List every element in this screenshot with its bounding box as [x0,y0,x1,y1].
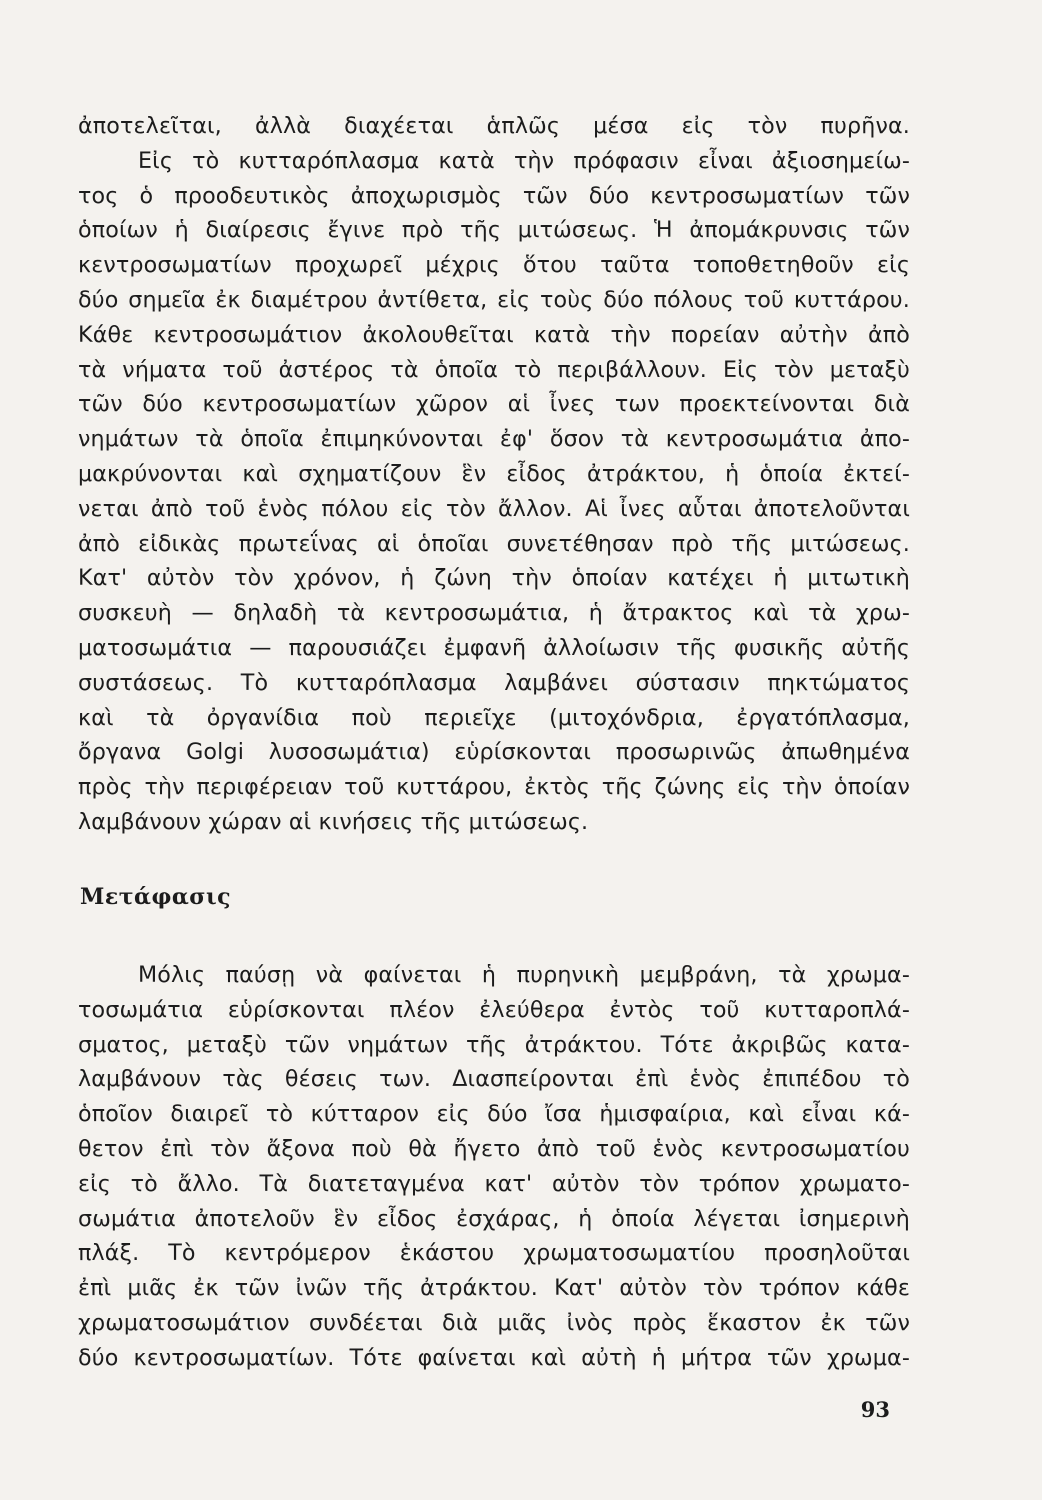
text-line: νημάτων τὰ ὁποῖα ἐπιμηκύνονται ἐφ' ὅσον τὰ κεντροσωμάτια ἀπο- [78,426,910,453]
text-line: ματοσωμάτια — παρουσιάζει ἐμφανῆ ἀλλοίωσιν τῆς φυσικῆς αὐτῆς [78,634,910,661]
text-line: ἐπὶ μιᾶς ἐκ τῶν ἰνῶν τῆς ἀτράκτου. Κατ' αὐτὸν τὸν τρόπον κάθε [78,1275,910,1302]
page-number: 93 [860,1397,890,1422]
text-line: Κατ' αὐτὸν τὸν χρόνον, ἡ ζώνη τὴν ὁποίαν κατέχει ἡ μιτωτικὴ [78,565,910,592]
text-line: χρωματοσωμάτιον συνδέεται διὰ μιᾶς ἰνὸς πρὸς ἕκαστον ἐκ τῶν [78,1309,910,1336]
text-line: ἀποτελεῖται, ἀλλὰ διαχέεται ἁπλῶς μέσα εἰς τὸν πυρῆνα. [78,113,910,139]
text-line: δύο κεντροσωματίων. Τότε φαίνεται καὶ αὐτὴ ἡ μήτρα τῶν χρωμα- [78,1344,910,1371]
text-line: σματος, μεταξὺ τῶν νημάτων τῆς ἀτράκτου. Τότε ἀκριβῶς κατα- [78,1031,910,1058]
text-line: ὄργανα Golgi λυσοσωμάτια) εὑρίσκονται προσωρινῶς ἀπωθημένα [78,739,910,766]
text-line: συστάσεως. Τὸ κυτταρόπλασμα λαμβάνει σύστασιν πηκτώματος [78,669,910,696]
text-line: μακρύνονται καὶ σχηματίζουν ἓν εἶδος ἀτράκτου, ἡ ὁποία ἐκτεί- [78,460,910,487]
text-line: καὶ τὰ ὀργανίδια ποὺ περιεῖχε (μιτοχόνδρια, ἐργατόπλασμα, [78,704,910,731]
text-line: δύο σημεῖα ἐκ διαμέτρου ἀντίθετα, εἰς τοὺς δύο πόλους τοῦ κυττάρου. [78,286,910,313]
text-line: τὰ νήματα τοῦ ἀστέρος τὰ ὁποῖα τὸ περιβάλλουν. Εἰς τὸν μεταξὺ [78,356,910,383]
text-line: νεται ἀπὸ τοῦ ἑνὸς πόλου εἰς τὸν ἄλλον. Αἱ ἶνες αὗται ἀποτελοῦνται [78,495,910,522]
text-line: θετον ἐπὶ τὸν ἄξονα ποὺ θὰ ἤγετο ἀπὸ τοῦ ἑνὸς κεντροσωματίου [78,1135,910,1162]
paragraph-metaphase [78,958,910,1376]
text-line: Μόλις παύσῃ νὰ φαίνεται ἡ πυρηνικὴ μεμβράνη, τὰ χρωμα- [138,962,910,988]
text-line: εἰς τὸ ἄλλο. Τὰ διατεταγμένα κατ' αὐτὸν τὸν τρόπον χρωματο- [78,1170,910,1197]
text-line: σωμάτια ἀποτελοῦν ἓν εἶδος ἐσχάρας, ἡ ὁποία λέγεται ἰσημερινὴ [78,1205,910,1232]
text-line: Εἰς τὸ κυτταρόπλασμα κατὰ τὴν πρόφασιν εἶναι ἀξιοσημείω- [138,147,910,174]
text-line: τος ὁ προοδευτικὸς ἀποχωρισμὸς τῶν δύο κεντροσωματίων τῶν [78,182,910,209]
text-line: τοσωμάτια εὑρίσκονται πλέον ἐλεύθερα ἐντὸς τοῦ κυτταροπλά- [78,996,910,1023]
text-line: πλάξ. Τὸ κεντρόμερον ἑκάστου χρωματοσωματίου προσηλοῦται [78,1240,910,1267]
text-line: πρὸς τὴν περιφέρειαν τοῦ κυττάρου, ἐκτὸς τῆς ζώνης εἰς τὴν ὁποίαν [78,774,910,801]
text-line: ἀπὸ εἰδικὰς πρωτεΐνας αἱ ὁποῖαι συνετέθησαν πρὸ τῆς μιτώσεως. [78,530,910,557]
text-line: λαμβάνουν τὰς θέσεις των. Διασπείρονται ἐπὶ ἑνὸς ἐπιπέδου τὸ [78,1066,910,1093]
text-line: Κάθε κεντροσωμάτιον ἀκολουθεῖται κατὰ τὴν πορείαν αὐτὴν ἀπὸ [78,321,910,348]
text-line: τῶν δύο κεντροσωματίων χῶρον αἱ ἶνες των προεκτείνονται διὰ [78,391,910,418]
text-line: συσκευὴ — δηλαδὴ τὰ κεντροσωμάτια, ἡ ἄτρακτος καὶ τὰ χρω- [78,600,910,627]
section-heading: Μετάφασις [80,884,232,910]
text-line: ὁποῖον διαιρεῖ τὸ κύτταρον εἰς δύο ἴσα ἡμισφαίρια, καὶ εἶναι κά- [78,1101,910,1128]
text-line: λαμβάνουν χώραν αἱ κινήσεις τῆς μιτώσεως. [78,808,589,835]
text-line: ὁποίων ἡ διαίρεσις ἔγινε πρὸ τῆς μιτώσεως. Ἡ ἀπομάκρυνσις τῶν [78,217,910,244]
text-line: κεντροσωματίων προχωρεῖ μέχρις ὅτου ταῦτα τοποθετηθοῦν εἰς [78,252,910,279]
paragraph-prophase-continued [78,109,910,840]
